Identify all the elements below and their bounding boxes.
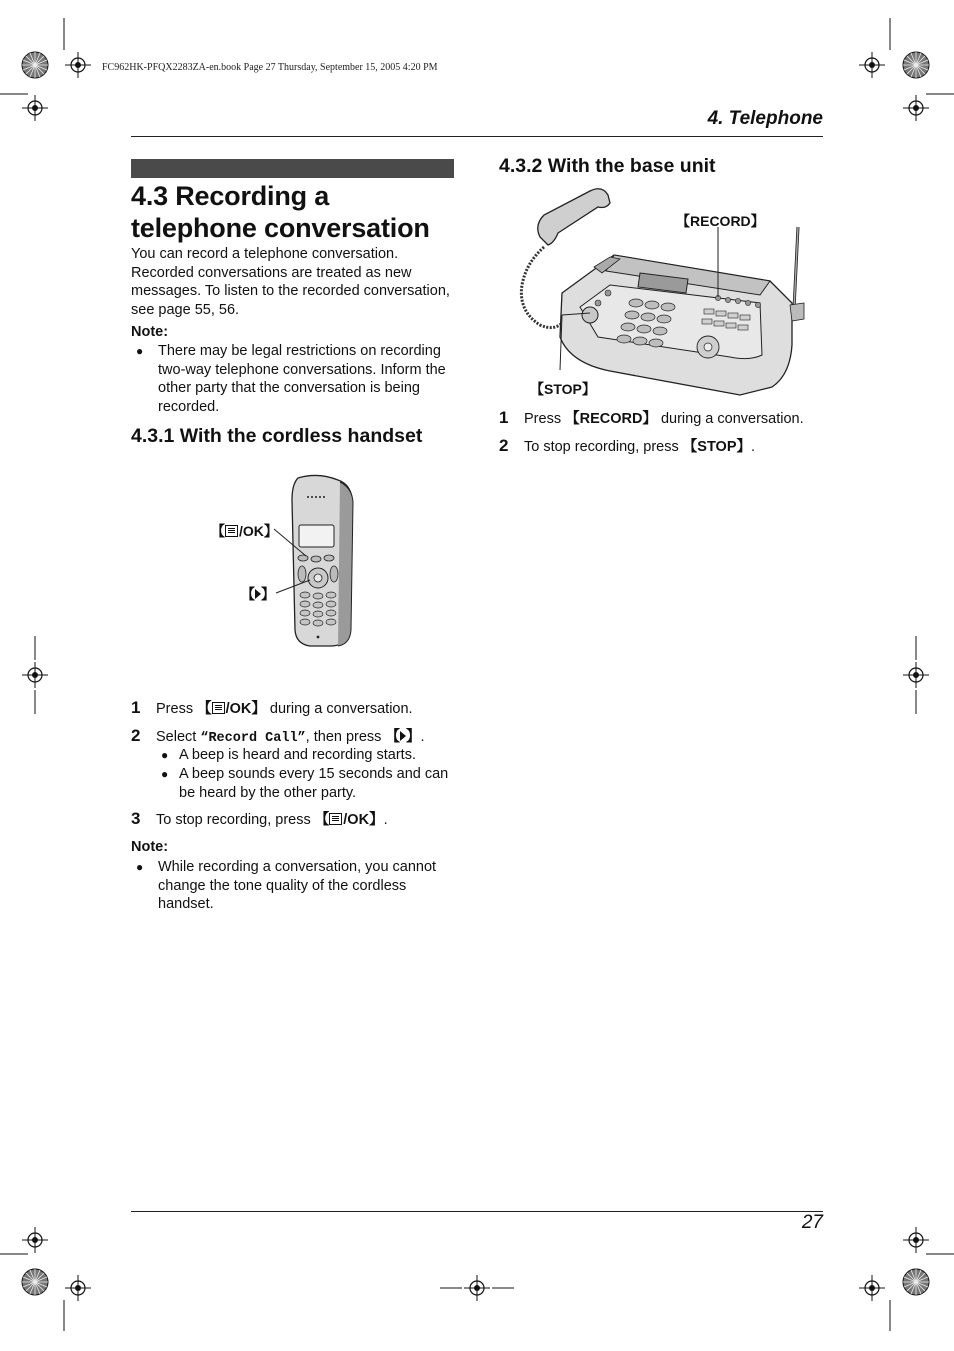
bullet-dot-icon: ● xyxy=(161,748,169,762)
note-label-2: Note: xyxy=(131,839,169,855)
callout-right-arrow: 【 】 xyxy=(241,586,275,602)
right-arrow-icon xyxy=(255,589,261,599)
menu-item-record-call: “Record Call” xyxy=(200,731,306,746)
base-step-1: 1 Press 【RECORD】 during a conversation. xyxy=(499,408,804,427)
subheading-handset: 4.3.1 With the cordless handset xyxy=(131,425,423,447)
note-bullet-2: ● While recording a conversation, you cannot change the tone quality of the cordless handset. xyxy=(136,859,437,913)
right-arrow-icon xyxy=(400,731,406,741)
section-header: 4. Telephone xyxy=(707,108,823,129)
base-step-2: 2 To stop recording, press 【STOP】. xyxy=(499,436,756,455)
step2-bullet-2: ● A beep sounds every 15 seconds and can be heard by the other party. xyxy=(161,766,449,801)
subheading-base-unit: 4.3.2 With the base unit xyxy=(499,155,716,177)
handset-step-2: 2 Select “Record Call”, then press 【 】. xyxy=(131,726,425,746)
callout-menu-ok: 【 /OK】 xyxy=(211,523,278,539)
bullet-dot-icon: ● xyxy=(136,344,144,358)
menu-icon xyxy=(225,525,238,537)
bullet-dot-icon: ● xyxy=(161,767,169,781)
step2-bullet-1: ● A beep is heard and recording starts. xyxy=(161,747,416,763)
handset-step-3: 3 To stop recording, press 【 /OK】. xyxy=(131,809,388,828)
section-title-bar xyxy=(131,159,454,178)
header-rule xyxy=(131,136,823,137)
callout-record: 【RECORD】 xyxy=(676,213,765,229)
note-bullet: ● There may be legal restrictions on recording two-way telephone conversations. Inform the other party that the conversation is being recorded. xyxy=(136,343,446,415)
book-info-line: FC962HK-PFQX2283ZA-en.book Page 27 Thursday, September 15, 2005 4:20 PM xyxy=(102,62,438,73)
footer-rule xyxy=(131,1211,823,1212)
page-title: 4.3 Recording a telephone conversation xyxy=(131,181,430,243)
callout-stop: 【STOP】 xyxy=(530,381,596,397)
handset-step-1: 1 Press 【 /OK】 during a conversation. xyxy=(131,698,413,717)
note-label: Note: xyxy=(131,324,169,340)
base-unit-illustration xyxy=(510,185,815,400)
menu-icon xyxy=(329,813,342,825)
cordless-handset-illustration xyxy=(200,470,370,655)
menu-icon xyxy=(212,702,225,714)
intro-paragraph: You can record a telephone conversation. Recorded conversations are treated as new messages. To listen to the recorded conversation, see page 55, 56. xyxy=(131,246,450,318)
bullet-dot-icon: ● xyxy=(136,860,144,874)
page-number: 27 xyxy=(801,1212,823,1233)
